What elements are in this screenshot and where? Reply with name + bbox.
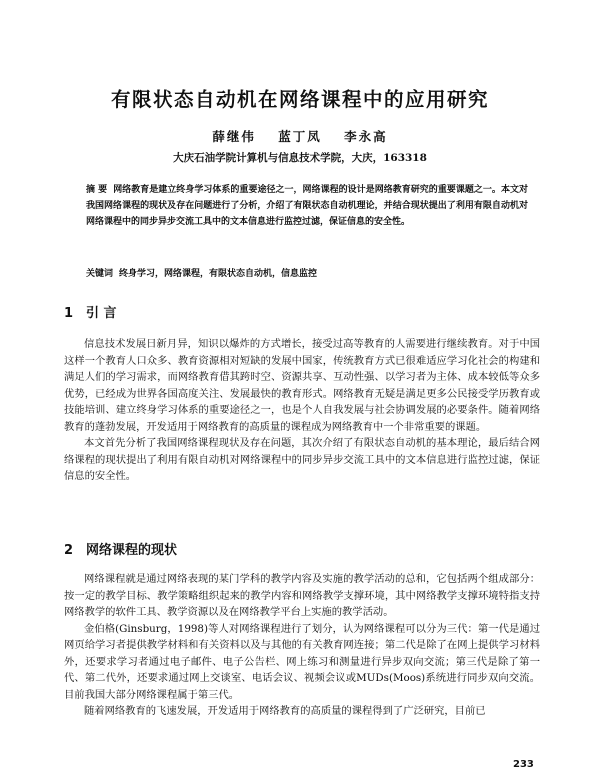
section-heading-course-status	[64, 539, 177, 558]
author-name: 蓝丁凤	[278, 129, 322, 144]
author-name: 李永高	[344, 129, 388, 144]
page-number: 233	[513, 759, 534, 770]
keywords-label: 关键词	[86, 269, 114, 279]
section-heading-introduction	[64, 302, 117, 321]
body-paragraph: 金伯格(Ginsburg，1998)等人对网络课程进行了划分，认为网络课程可以分为三代：第一代是通过网页给学习者提供教学材料和有关资料以及与其他的有关教育网连接；第二代是除了在网上提供学习材料外，还要求学习者通过电子邮件、电子公告栏、网上练习和测量进行异步双向交流；第三代是除了第一代、第二代外，还要求通过网上交谈室、电话会议、视频会议或MUDs(Moos)系统进行同步双向交流。目前我国大部分网络课程属于第三代。	[64, 622, 540, 701]
abstract	[86, 182, 528, 230]
section-title: 网络课程的现状	[86, 543, 178, 558]
body-paragraph: 随着网络教育的飞速发展，开发适用于网络教育的高质量的课程得到了广泛研究，目前已	[84, 705, 486, 717]
section-number: 1	[64, 306, 74, 321]
section-title: 引 言	[86, 306, 117, 321]
author-name: 薛继伟	[212, 129, 256, 144]
abstract-text: 网络教育是建立终身学习体系的重要途径之一，网络课程的设计是网络教育研究的重要课题之一。本文对我国网络课程的现状及存在问题进行了分析，介绍了有限状态自动机理论，并结合现状提出了利用有限自动机对网络课程中的同步异步交流工具中的文本信息进行监控过滤，保证信息的安全性。	[86, 185, 528, 227]
body-paragraph: 信息技术发展日新月异，知识以爆炸的方式增长，接受过高等教育的人需要进行继续教育。对于中国这样一个教育人口众多、教育资源相对短缺的发展中国家，传统教育方式已很难适应学习化社会的构建和满足人们的学习需求，而网络教育借其跨时空、资源共享、互动性强、以学习者为主体、成本较低等众多优势，已经成为世界各国高度关注、发展最快的教育形式。网络教育无疑是满足更多公民接受学历教育或技能培训、建立终身学习体系的重要途径之一，也是个人自我发展与社会协调发展的必要条件。随着网络教育的蓬勃发展，开发适用于网络教育的高质量的课程成为网络教育中一个非常重要的课题。	[64, 338, 540, 433]
paper-title: 有限状态自动机在网络课程中的应用研究	[110, 88, 489, 111]
author-affiliation: 大庆石油学院计算机与信息技术学院，大庆，163318	[173, 152, 427, 164]
abstract-label: 摘 要	[86, 185, 108, 195]
section-number: 2	[64, 543, 74, 558]
body-paragraph: 网络课程就是通过网络表现的某门学科的教学内容及实施的教学活动的总和，它包括两个组成部分：按一定的教学目标、教学策略组织起来的教学内容和网络教学支撑环境，其中网络教学支撑环境特指支持网络教学的软件工具、教学资源以及在网络教学平台上实施的教学活动。	[64, 573, 540, 618]
section-body-course-status	[64, 571, 540, 720]
body-paragraph: 本文首先分析了我国网络课程现状及存在问题，其次介绍了有限状态自动机的基本理论，最后结合网络课程的现状提出了利用有限自动机对网络课程中的同步异步交流工具中的文本信息进行监控过滤，保证信息的安全性。	[64, 437, 540, 482]
section-body-introduction	[64, 336, 540, 485]
author-list	[0, 127, 600, 145]
keywords-text: 终身学习，网络课程，有限状态自动机，信息监控	[119, 269, 318, 279]
keywords	[86, 266, 528, 279]
